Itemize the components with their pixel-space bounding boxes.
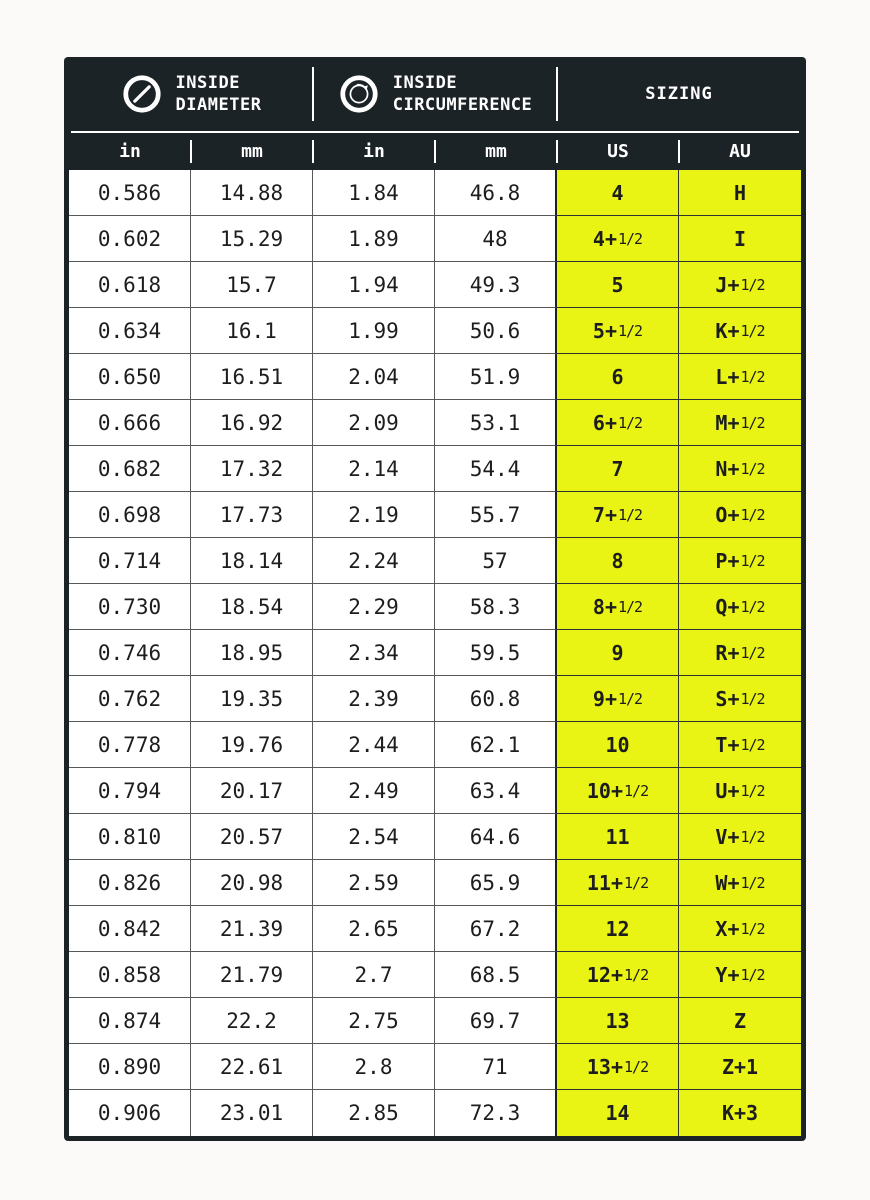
cell-us-size: 7+ 1/2 [557, 492, 679, 538]
cell-circumference-in: 2.29 [313, 584, 435, 630]
half-size-fraction: 1/2 [740, 597, 765, 616]
cell-diameter-mm: 16.92 [191, 400, 313, 446]
cell-diameter-mm: 19.35 [191, 676, 313, 722]
cell-circumference-mm: 60.8 [435, 676, 557, 722]
cell-au-size: H [679, 170, 801, 216]
half-size-fraction: 1/2 [624, 965, 649, 984]
cell-circumference-in: 2.24 [313, 538, 435, 584]
cell-circumference-in: 2.34 [313, 630, 435, 676]
cell-diameter-mm: 19.76 [191, 722, 313, 768]
cell-circumference-in: 1.94 [313, 262, 435, 308]
cell-au-size: Q+ 1/2 [679, 584, 801, 630]
header-title-row [69, 57, 801, 131]
cell-circumference-mm: 71 [435, 1044, 557, 1090]
cell-circumference-mm: 50.6 [435, 308, 557, 354]
cell-us-size: 10 [557, 722, 679, 768]
cell-diameter-mm: 20.98 [191, 860, 313, 906]
unit-header-circumference-mm: mm [435, 133, 557, 170]
inside-circumference-title [392, 72, 533, 115]
cell-circumference-mm: 59.5 [435, 630, 557, 676]
cell-diameter-mm: 15.7 [191, 262, 313, 308]
cell-diameter-in: 0.730 [69, 584, 191, 630]
cell-circumference-mm: 57 [435, 538, 557, 584]
cell-us-size: 9 [557, 630, 679, 676]
cell-diameter-mm: 23.01 [191, 1090, 313, 1136]
cell-us-size: 5+ 1/2 [557, 308, 679, 354]
cell-diameter-in: 0.602 [69, 216, 191, 262]
cell-diameter-mm: 22.2 [191, 998, 313, 1044]
cell-us-size: 5 [557, 262, 679, 308]
cell-diameter-in: 0.842 [69, 906, 191, 952]
unit-header-diameter-in: in [69, 133, 191, 170]
title-line: INSIDE [175, 72, 240, 93]
cell-us-size: 9+ 1/2 [557, 676, 679, 722]
cell-diameter-in: 0.906 [69, 1090, 191, 1136]
cell-au-size: T+ 1/2 [679, 722, 801, 768]
half-size-fraction: 1/2 [740, 919, 765, 938]
cell-diameter-in: 0.698 [69, 492, 191, 538]
cell-circumference-in: 2.59 [313, 860, 435, 906]
cell-diameter-in: 0.618 [69, 262, 191, 308]
cell-diameter-mm: 21.79 [191, 952, 313, 998]
cell-diameter-in: 0.826 [69, 860, 191, 906]
cell-circumference-in: 2.19 [313, 492, 435, 538]
cell-circumference-in: 2.09 [313, 400, 435, 446]
half-size-fraction: 1/2 [618, 321, 643, 340]
cell-circumference-mm: 48 [435, 216, 557, 262]
cell-diameter-mm: 15.29 [191, 216, 313, 262]
cell-au-size: V+ 1/2 [679, 814, 801, 860]
cell-diameter-mm: 17.32 [191, 446, 313, 492]
cell-circumference-in: 2.39 [313, 676, 435, 722]
cell-au-size: I [679, 216, 801, 262]
title-line: DIAMETER [175, 94, 262, 115]
cell-diameter-mm: 20.57 [191, 814, 313, 860]
cell-au-size: S+ 1/2 [679, 676, 801, 722]
half-size-fraction: 1/2 [740, 689, 765, 708]
cell-us-size: 6+ 1/2 [557, 400, 679, 446]
cell-circumference-mm: 46.8 [435, 170, 557, 216]
cell-diameter-mm: 21.39 [191, 906, 313, 952]
cell-diameter-mm: 16.51 [191, 354, 313, 400]
cell-circumference-in: 1.89 [313, 216, 435, 262]
cell-us-size: 4 [557, 170, 679, 216]
cell-circumference-in: 2.65 [313, 906, 435, 952]
half-size-fraction: 1/2 [740, 735, 765, 754]
cell-circumference-mm: 54.4 [435, 446, 557, 492]
cell-us-size: 8+ 1/2 [557, 584, 679, 630]
half-size-fraction: 1/2 [740, 459, 765, 478]
half-size-fraction: 1/2 [740, 873, 765, 892]
inside-diameter-title [175, 72, 262, 115]
cell-au-size: W+ 1/2 [679, 860, 801, 906]
cell-au-size: J+ 1/2 [679, 262, 801, 308]
cell-us-size: 13+ 1/2 [557, 1044, 679, 1090]
inside-circumference-header [313, 57, 557, 131]
cell-diameter-in: 0.762 [69, 676, 191, 722]
inside-circumference-icon [338, 73, 380, 115]
cell-circumference-in: 2.14 [313, 446, 435, 492]
cell-circumference-in: 2.44 [313, 722, 435, 768]
cell-circumference-mm: 55.7 [435, 492, 557, 538]
cell-au-size: Z [679, 998, 801, 1044]
cell-au-size: Y+ 1/2 [679, 952, 801, 998]
cell-diameter-in: 0.634 [69, 308, 191, 354]
cell-circumference-in: 2.8 [313, 1044, 435, 1090]
cell-circumference-mm: 49.3 [435, 262, 557, 308]
cell-us-size: 7 [557, 446, 679, 492]
half-size-fraction: 1/2 [740, 551, 765, 570]
cell-diameter-mm: 17.73 [191, 492, 313, 538]
cell-diameter-mm: 14.88 [191, 170, 313, 216]
half-size-fraction: 1/2 [740, 965, 765, 984]
table-body [69, 170, 801, 1136]
cell-diameter-in: 0.746 [69, 630, 191, 676]
cell-us-size: 11 [557, 814, 679, 860]
cell-diameter-mm: 22.61 [191, 1044, 313, 1090]
cell-circumference-mm: 72.3 [435, 1090, 557, 1136]
title-line: CIRCUMFERENCE [392, 94, 533, 115]
unit-header-circumference-in: in [313, 133, 435, 170]
cell-diameter-in: 0.586 [69, 170, 191, 216]
cell-diameter-in: 0.874 [69, 998, 191, 1044]
cell-au-size: P+ 1/2 [679, 538, 801, 584]
cell-diameter-in: 0.778 [69, 722, 191, 768]
cell-au-size: L+ 1/2 [679, 354, 801, 400]
cell-diameter-in: 0.890 [69, 1044, 191, 1090]
half-size-fraction: 1/2 [618, 689, 643, 708]
cell-au-size: N+ 1/2 [679, 446, 801, 492]
half-size-fraction: 1/2 [740, 643, 765, 662]
unit-header-au: AU [729, 141, 751, 162]
unit-header-us: US [557, 133, 679, 170]
sizing-header [557, 57, 801, 131]
cell-diameter-mm: 20.17 [191, 768, 313, 814]
cell-diameter-in: 0.666 [69, 400, 191, 446]
cell-circumference-mm: 58.3 [435, 584, 557, 630]
cell-circumference-in: 2.7 [313, 952, 435, 998]
cell-diameter-in: 0.714 [69, 538, 191, 584]
cell-diameter-in: 0.794 [69, 768, 191, 814]
chart-header [69, 57, 801, 170]
cell-circumference-in: 2.04 [313, 354, 435, 400]
half-size-fraction: 1/2 [740, 827, 765, 846]
half-size-fraction: 1/2 [624, 873, 649, 892]
cell-au-size: U+ 1/2 [679, 768, 801, 814]
cell-diameter-mm: 18.95 [191, 630, 313, 676]
cell-diameter-mm: 18.14 [191, 538, 313, 584]
cell-circumference-mm: 53.1 [435, 400, 557, 446]
cell-au-size: X+ 1/2 [679, 906, 801, 952]
half-size-fraction: 1/2 [740, 781, 765, 800]
half-size-fraction: 1/2 [618, 597, 643, 616]
half-size-fraction: 1/2 [618, 413, 643, 432]
cell-au-size: Z+1 [679, 1044, 801, 1090]
cell-circumference-mm: 67.2 [435, 906, 557, 952]
cell-us-size: 4+ 1/2 [557, 216, 679, 262]
half-size-fraction: 1/2 [618, 505, 643, 524]
cell-diameter-in: 0.650 [69, 354, 191, 400]
cell-circumference-in: 1.99 [313, 308, 435, 354]
cell-diameter-mm: 16.1 [191, 308, 313, 354]
cell-au-size: K+3 [679, 1090, 801, 1136]
cell-us-size: 12+ 1/2 [557, 952, 679, 998]
cell-au-size: O+ 1/2 [679, 492, 801, 538]
half-size-fraction: 1/2 [624, 1057, 649, 1076]
half-size-fraction: 1/2 [624, 781, 649, 800]
cell-diameter-mm: 18.54 [191, 584, 313, 630]
cell-us-size: 6 [557, 354, 679, 400]
cell-circumference-mm: 63.4 [435, 768, 557, 814]
title-line: INSIDE [392, 72, 458, 93]
inside-diameter-header [69, 57, 313, 131]
cell-circumference-mm: 68.5 [435, 952, 557, 998]
cell-au-size: M+ 1/2 [679, 400, 801, 446]
cell-circumference-in: 2.75 [313, 998, 435, 1044]
cell-us-size: 8 [557, 538, 679, 584]
cell-circumference-in: 2.54 [313, 814, 435, 860]
cell-circumference-in: 1.84 [313, 170, 435, 216]
cell-us-size: 14 [557, 1090, 679, 1136]
inside-diameter-icon [121, 73, 163, 115]
cell-us-size: 10+ 1/2 [557, 768, 679, 814]
cell-circumference-in: 2.85 [313, 1090, 435, 1136]
cell-circumference-mm: 62.1 [435, 722, 557, 768]
half-size-fraction: 1/2 [740, 413, 765, 432]
cell-us-size: 12 [557, 906, 679, 952]
unit-header-row [69, 133, 801, 170]
cell-au-size: R+ 1/2 [679, 630, 801, 676]
cell-us-size: 13 [557, 998, 679, 1044]
half-size-fraction: 1/2 [740, 505, 765, 524]
cell-circumference-in: 2.49 [313, 768, 435, 814]
cell-circumference-mm: 51.9 [435, 354, 557, 400]
cell-us-size: 11+ 1/2 [557, 860, 679, 906]
half-size-fraction: 1/2 [740, 367, 765, 386]
half-size-fraction: 1/2 [618, 229, 643, 248]
cell-diameter-in: 0.810 [69, 814, 191, 860]
cell-circumference-mm: 64.6 [435, 814, 557, 860]
sizing-title: SIZING [645, 84, 713, 104]
cell-au-size: K+ 1/2 [679, 308, 801, 354]
unit-header-diameter-mm: mm [191, 133, 313, 170]
cell-circumference-mm: 69.7 [435, 998, 557, 1044]
half-size-fraction: 1/2 [740, 321, 765, 340]
cell-diameter-in: 0.682 [69, 446, 191, 492]
cell-diameter-in: 0.858 [69, 952, 191, 998]
cell-circumference-mm: 65.9 [435, 860, 557, 906]
half-size-fraction: 1/2 [740, 275, 765, 294]
ring-size-chart [64, 57, 806, 1141]
